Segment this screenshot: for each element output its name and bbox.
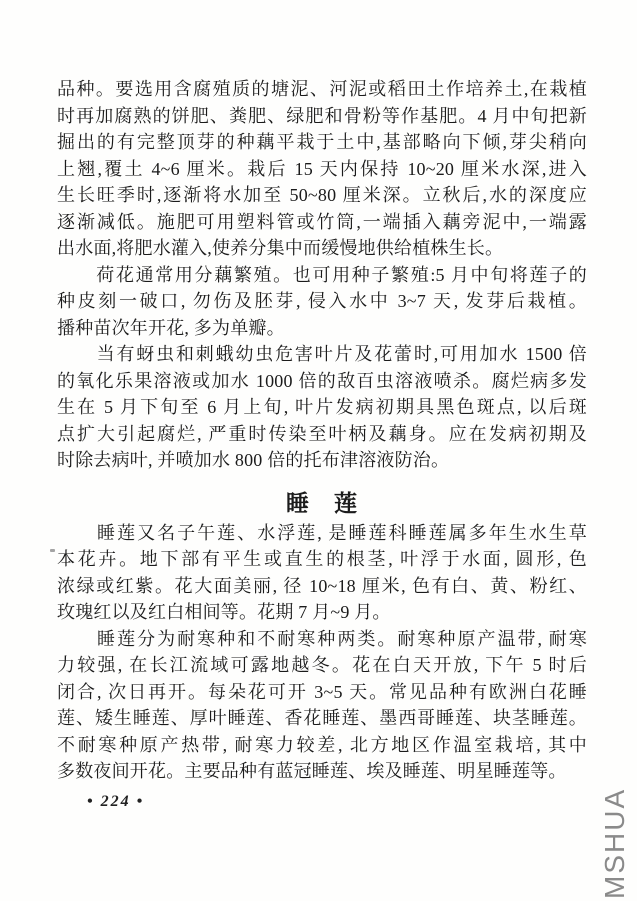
text-line: 逐渐减低。施肥可用塑料管或竹筒,一端插入藕旁泥中,一端露 [57, 211, 587, 232]
page-body [57, 76, 587, 813]
text-line: 闭合, 次日再开。每朵花可开 3~5 天。常见品种有欧洲白花睡 [57, 681, 587, 702]
text-line: 掘出的有完整顶芽的种藕平栽于土中,基部略向下倾,芽尖稍向 [57, 132, 587, 152]
text-line: 莲、矮生睡莲、厚叶睡莲、香花睡莲、墨西哥睡莲、块茎睡莲。 [57, 708, 587, 728]
text-line: 品种。要选用含腐殖质的塘泥、河泥或稻田土作培养土,在栽植 [57, 79, 587, 99]
text-line: 当有蚜虫和刺蛾幼虫危害叶片及花蕾时,可用加水 1500 倍 [57, 344, 587, 364]
paragraph-waterlily-varieties [57, 626, 587, 785]
paragraph-lotus-cultivation [57, 76, 587, 262]
text-line: 睡莲又名子午莲、水浮莲, 是睡莲科睡莲属多年生水生草 [57, 522, 587, 543]
text-line: 的氧化乐果溶液或加水 1000 倍的敌百虫溶液喷杀。腐烂病多发 [57, 370, 587, 391]
text-line: 荷花通常用分藕繁殖。也可用种子繁殖:5 月中旬将莲子的 [57, 264, 587, 285]
paragraph-lotus-pests-diseases [57, 341, 587, 474]
text-line: 点扩大引起腐烂, 严重时传染至叶柄及藕身。应在发病初期及 [57, 423, 587, 444]
text-line: 不耐寒种原产热带, 耐寒力较差, 北方地区作温室栽培, 其中 [57, 734, 587, 755]
text-line: 时再加腐熟的饼肥、粪肥、绿肥和骨粉等作基肥。4 月中旬把新 [57, 105, 587, 126]
text-line: 力较强, 在长江流域可露地越冬。花在白天开放, 下午 5 时后 [57, 655, 587, 675]
text-line: 睡莲分为耐寒种和不耐寒种两类。耐寒种原产温带, 耐寒 [57, 628, 587, 649]
text-line: 播种苗次年开花, 多为单瓣。 [57, 317, 285, 338]
text-line: 出水面,将肥水灌入,使养分集中而缓慢地供给植株生长。 [57, 238, 504, 258]
text-line: 生长旺季时,逐渐将水加至 50~80 厘米深。立秋后,水的深度应 [57, 185, 587, 205]
section-heading-water-lily: 睡 莲 [286, 490, 358, 516]
text-line: 生在 5 月下旬至 6 月上旬, 叶片发病初期具黑色斑点, 以后斑 [57, 397, 587, 417]
text-line: 种皮刻一破口, 勿伤及胚芽, 侵入水中 3~7 天, 发芽后栽植。 [57, 291, 587, 311]
text-line: 多数夜间开花。主要品种有蓝冠睡莲、埃及睡莲、明星睡莲等。 [57, 761, 567, 781]
text-line: 上翘,覆土 4~6 厘米。栽后 15 天内保持 10~20 厘米水深,进入 [57, 158, 587, 179]
watermark-text: MSHUA [599, 787, 630, 899]
scan-artifact [50, 549, 55, 552]
text-line: 本花卉。地下部有平生或直生的根茎, 叶浮于水面, 圆形, 色 [57, 549, 587, 569]
paragraph-lotus-propagation [57, 262, 587, 342]
text-line: 浓绿或红紫。花大面美丽, 径 10~18 厘米, 色有白、黄、粉红、 [57, 575, 587, 596]
page-number: • 224 • [87, 792, 145, 810]
text-line: 时除去病叶, 并喷加水 800 倍的托布津溶液防治。 [57, 450, 450, 470]
paragraph-waterlily-description [57, 520, 587, 626]
text-line: 玫瑰红以及红白相间等。花期 7 月~9 月。 [57, 602, 391, 622]
